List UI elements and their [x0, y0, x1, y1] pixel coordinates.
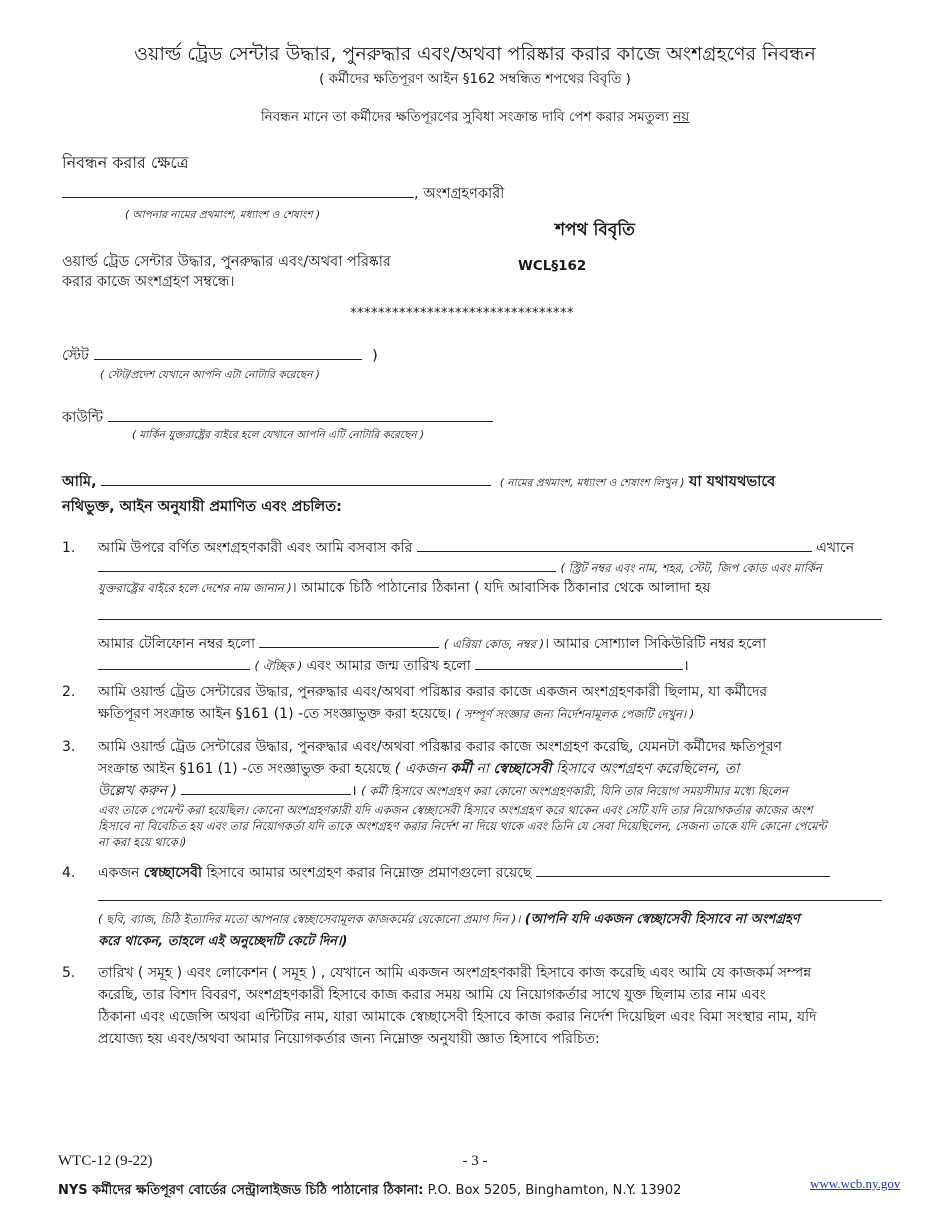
footer-address-label: NYS কর্মীদের ক্ষতিপূরণ বোর্ডের সেন্ট্রালাইজড চিঠি পাঠানোর ঠিকানা: — [58, 1183, 424, 1198]
participant-name-field[interactable] — [62, 183, 414, 198]
form-id: WTC-12 (9-22) — [58, 1153, 153, 1169]
affidavit-title: শপথ বিবৃতি — [555, 220, 635, 240]
notice-not: নয় — [673, 109, 690, 125]
item-1-mailing: । আমাকে চিঠি পাঠানোর ঠিকানা ( যদি আবাসিক ঠিকানার থেকে আলাদা হয় — [291, 580, 711, 596]
item-3-fine-3: না করা হয়ে থাকে।) — [98, 835, 187, 849]
item-1-line-e — [98, 633, 892, 655]
item-4-strike-note-2: করে থাকেন, তাহলে এই অনুচ্ছেদটি কেটে দিন।) — [98, 934, 348, 949]
form-title: ওয়ার্ল্ড ট্রেড সেন্টার উদ্ধার, পুনরুদ্ধার এবং/অথবা পরিষ্কার করার কাজে অংশগ্রহণের নিবন্ধন — [134, 43, 816, 65]
item-1 — [62, 537, 892, 677]
deponent-name-field[interactable] — [101, 471, 491, 486]
item-1-dob: এবং আমার জন্ম তারিখ হলো — [306, 658, 471, 674]
item-2-line-1: আমি ওয়ার্ল্ড ট্রেড সেন্টারের উদ্ধার, পুনরুদ্ধার এবং/অথবা পরিষ্কার করার কাজে একজন অংশগ্রহণকারী ছিলাম, যা কর্মীদের — [98, 684, 768, 700]
sworn-tail: যা যথাযথভাবে — [689, 474, 776, 490]
item-2-hint: ( সম্পূর্ণ সংজ্ঞার জন্য নির্দেশনামূলক পেজটি দেখুন। ) — [455, 707, 695, 721]
telephone-field[interactable] — [259, 633, 439, 648]
item-1-num: 1. — [62, 540, 76, 556]
item-1-line-a — [98, 537, 892, 559]
residence-field-1[interactable] — [417, 537, 812, 552]
item-1-line-b — [98, 557, 892, 579]
item-1-optional: ( ঐচ্ছিক ) — [254, 659, 303, 673]
item-3-worker-def: ( কর্মী হিসাবে অংশগ্রহণ করা কোনো অংশগ্রহণকারী, যিনি তার নিয়োগ সময়সীমার মধ্যে ছিলেন — [361, 784, 788, 798]
item-3-line-2 — [98, 758, 892, 780]
item-3-or: না — [476, 761, 489, 777]
wcb-website-link[interactable]: www.wcb.ny.gov — [810, 1176, 901, 1191]
item-3-num: 3. — [62, 739, 76, 755]
regarding-line-2: করার কাজে অংশগ্রহণ সম্বন্ধে। — [62, 274, 235, 290]
item-3-line-1: আমি ওয়ার্ল্ড ট্রেড সেন্টারের উদ্ধার, পুনরুদ্ধার এবং/অথবা পরিষ্কার করার কাজে অংশগ্রহণ করেছি, যেমনটা কর্মীদের ক্ষতিপূরণ — [98, 739, 782, 755]
i-label: আমি, — [62, 474, 97, 490]
mailing-address-field[interactable] — [98, 605, 882, 620]
item-5-num: 5. — [62, 965, 76, 981]
sworn-line-2: নথিভুক্ত, আইন অনুযায়ী প্রমাণিত এবং প্রচলিত: — [62, 499, 342, 515]
item-2-law-text: ক্ষতিপূরণ সংক্রান্ত আইন §161 (1) -তে সংজ্ঞাভুক্ত করা হয়েছে। — [98, 706, 452, 722]
item-1-end: । — [683, 658, 689, 674]
item-4 — [62, 862, 892, 953]
sworn-line-1 — [62, 471, 775, 495]
item-1-address-hint: ( স্ট্রিট নম্বর এবং নাম, শহর, স্টেট, জিপ কোড এবং মার্কিন — [560, 561, 822, 575]
item-2-num: 2. — [62, 684, 76, 700]
item-4-strike-note-1: (আপনি যদি একজন স্বেচ্ছাসেবী হিসাবে না অংশগ্রহণ — [524, 912, 800, 927]
item-4-hint: ( ছবি, ব্যাজ, চিঠি ইত্যাদির মতো আপনার স্বেচ্ছাসেবামূলক কাজকর্মের যেকোনো প্রমাণ দিন )। — [98, 912, 521, 926]
participant-name-hint: ( আপনার নামের প্রথমাংশ, মধ্যাংশ ও শেষাংশ ) — [125, 209, 321, 221]
item-4-line-2 — [98, 886, 892, 908]
county-hint: ( মার্কিন যুক্তরাষ্ট্রের বাইরে হলে যেখানে আপনি এটি নোটারি করেছেন ) — [132, 429, 425, 441]
item-3-worker: কর্মী — [450, 761, 472, 777]
mailing-address-footer — [58, 1181, 681, 1202]
participant-suffix: , অংশগ্রহণকারী — [414, 186, 505, 202]
item-1-line-f — [98, 655, 892, 677]
item-3 — [62, 736, 892, 850]
page-number: - 3 - — [462, 1153, 488, 1169]
item-3-specify: উল্লেখ করুন ) — [98, 783, 177, 799]
wcl-label: WCL§162 — [518, 258, 587, 274]
item-5-line-2: করেছি, তার বিশদ বিবরণ, অংশগ্রহণকারী হিসাবে কাজ করার সময় আমি যে নিয়োগকর্তার সাথে যুক্ত ছিলাম তার নাম এবং — [98, 987, 766, 1003]
item-1-ssn: । আমার সোশ্যাল সিকিউরিটি নম্বর হলো — [544, 636, 767, 652]
item-1-address-hint-2: যুক্তরাষ্ট্রের বাইরে হলে দেশের নাম জানান ) — [98, 581, 292, 595]
notice-text: নিবন্ধন মানে তা কর্মীদের ক্ষতিপূরণের সুবিধা সংক্রান্ত দাবি পেশ করার সমতুল্য — [260, 109, 674, 125]
state-row — [62, 345, 378, 369]
form-subtitle: ( কর্মীদের ক্ষতিপূরণ আইন §162 সম্বন্ধিত শপথের বিবৃতি ) — [319, 71, 631, 87]
volunteer-proof-field-1[interactable] — [536, 862, 830, 877]
item-3-line-3: উল্লেখ করুন ) । ( কর্মী হিসাবে অংশগ্রহণ করা কোনো অংশগ্রহণকারী, যিনি তার নিয়োগ সময়সীমার মধ্যে ছিলেন — [98, 780, 892, 802]
registration-notice — [0, 106, 950, 129]
item-3-fine-2: হিসাবে না বিবেচিত হয় এবং তার নিয়োগকর্তা যদি তাকে অংশগ্রহণ করার নির্দেশ না দিয়ে থাকে এবং তিনি যে সেবা দিয়েছিলেন, সেজন্য তাকে যদি কোনো পেমেন্ট — [98, 819, 827, 833]
matter-label: নিবন্ধন করার ক্ষেত্রে — [62, 153, 189, 172]
county-label: কাউন্টি — [62, 410, 104, 426]
footer-address: P.O. Box 5205, Binghamton, N.Y. 13902 — [427, 1183, 682, 1198]
item-1-phone: আমার টেলিফোন নম্বর হলো — [98, 636, 256, 652]
item-5-line-1: তারিখ ( সমূহ ) এবং লোকেশন ( সমূহ ) , যেখানে আমি একজন অংশগ্রহণকারী হিসাবে কাজ করেছি এবং আমি যে কাজকর্ম সম্পন্ন — [98, 965, 812, 981]
item-1-phone-hint: ( এরিয়া কোড, নম্বর ) — [443, 637, 545, 651]
participant-line — [62, 183, 504, 207]
item-4-num: 4. — [62, 865, 76, 881]
state-label: স্টেট — [62, 348, 89, 364]
state-close-paren: ) — [372, 348, 378, 364]
item-4-a: একজন — [98, 865, 140, 881]
state-hint: ( স্টেট/প্রদেশ যেখানে আপনি এটা নোটারি করেছেন ) — [100, 369, 320, 381]
item-4-volunteer: স্বেচ্ছাসেবী — [143, 865, 202, 881]
dob-field[interactable] — [475, 655, 683, 670]
item-3-volunteer: স্বেচ্ছাসেবী — [493, 761, 552, 777]
item-2 — [62, 681, 892, 725]
item-1-reside: আমি উপরে বর্ণিত অংশগ্রহণকারী এবং আমি বসবাস করি — [98, 540, 413, 556]
deponent-name-hint: ( নামের প্রথমাংশ, মধ্যাংশ ও শেষাংশ লিখুন ) — [499, 477, 685, 489]
item-3-fine-1: এবং তাকে পেমেন্ট করা হয়েছিল। কোনো অংশগ্রহণকারী যদি একজন স্বেচ্ছাসেবী হিসাবে অংশগ্রহণ করে থাকেন এবং সেটি যদি তার নিয়োগকর্তার কাজের অংশ — [98, 803, 813, 817]
volunteer-proof-field-2[interactable] — [98, 886, 882, 901]
state-field[interactable] — [94, 345, 362, 360]
item-4-b: হিসাবে আমার অংশগ্রহণ করার নিম্নোক্ত প্রমাণগুলো রয়েছে — [206, 865, 532, 881]
item-5 — [62, 962, 892, 1050]
item-3-law-text: সংক্রান্ত আইন §161 (1) -তে সংজ্ঞাভুক্ত করা হয়েছে — [98, 761, 391, 777]
item-3-paren-open: ( একজন — [394, 761, 446, 777]
item-1-line-c — [98, 577, 892, 599]
item-4-line-3 — [98, 908, 892, 931]
county-field[interactable] — [108, 407, 493, 422]
item-4-line-1 — [98, 862, 892, 884]
item-5-line-3: ঠিকানা এবং এজেন্সি অথবা এন্টিটির নাম, যারা আমাকে স্বেচ্ছাসেবী হিসাবে কাজ করার নির্দেশ দিয়েছিল এবং বিমা সংস্থার নাম, যদি — [98, 1009, 817, 1025]
item-1-line-d — [98, 605, 892, 627]
item-3-participated: হিসাবে অংশগ্রহণ করেছিলেন, তা — [555, 761, 740, 777]
worker-volunteer-field[interactable] — [181, 780, 351, 795]
separator-stars: ******************************** — [350, 306, 574, 321]
regarding-line-1: ওয়ার্ল্ড ট্রেড সেন্টার উদ্ধার, পুনরুদ্ধার এবং/অথবা পরিষ্কার — [62, 254, 391, 270]
item-5-line-4: প্রযোজ্য হয় এবং/অথবা আমার নিয়োগকর্তার জন্য নিম্নোক্ত অনুযায়ী জ্ঞাত হিসাবে পরিচিত: — [98, 1031, 600, 1047]
residence-field-2[interactable] — [98, 557, 556, 572]
ssn-field[interactable] — [98, 655, 250, 670]
item-1-here: এখানে — [816, 540, 855, 556]
item-2-line-2 — [98, 703, 892, 725]
